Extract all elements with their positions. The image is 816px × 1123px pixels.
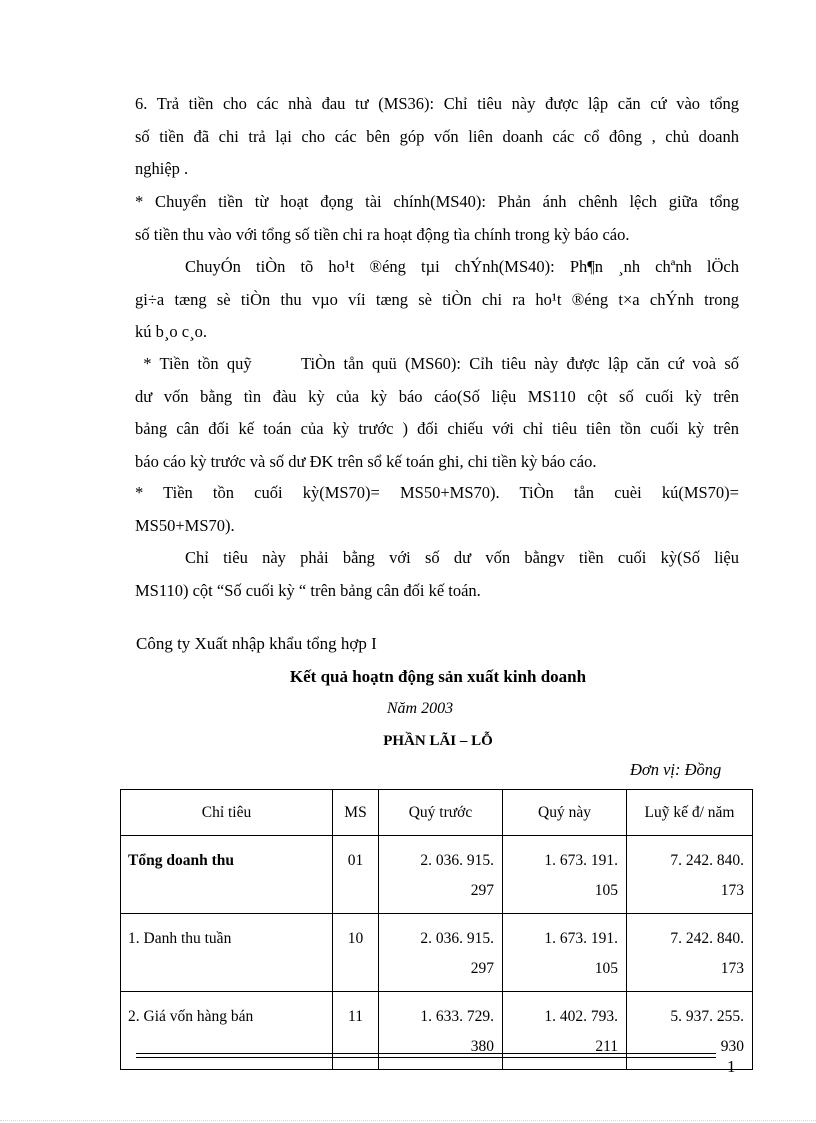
text-line: kú b¸o c¸o. — [135, 322, 207, 341]
text-line: số tiền đã chi trả lại cho các bên góp vốn liên doanh các cổ đông , chủ doanh — [135, 126, 739, 146]
row-ms-code: 10 — [333, 914, 379, 992]
section-heading: PHẦN LÃI – LỖ — [383, 733, 493, 749]
text-line: ChuyÓn tiÒn tõ ho¹t ®éng tµi chÝnh(MS40): Ph¶n ¸nh chªnh lÖch — [185, 257, 739, 276]
profit-loss-table — [120, 789, 753, 1070]
column-header-indicator: Chỉ tiêu — [121, 790, 333, 836]
this-quarter-value: 1. 673. 191. 105 — [503, 914, 627, 992]
row-ms-code: 01 — [333, 836, 379, 914]
text-line: số tiền thu vào với tổng số tiền chi ra hoạt động tìa chính trong kỳ báo cáo. — [135, 224, 630, 244]
paragraph-investor-payment — [135, 88, 739, 186]
row-label: 1. Danh thu tuần — [121, 914, 333, 992]
text-line: 6. Trả tiền cho các nhà đau tư (MS36): Chỉ tiêu này được lập căn cứ vào tổng — [135, 94, 739, 113]
previous-quarter-value: 2. 036. 915. 297 — [379, 836, 503, 914]
text-line: gi÷a tæng sè tiÒn thu vµo víi tæng sè tiÒn chi ra ho¹t ®éng t×a chÝnh trong — [135, 289, 739, 309]
previous-quarter-value: 2. 036. 915. 297 — [379, 914, 503, 992]
paragraph-cash-on-hand — [135, 348, 739, 478]
row-label: Tổng doanh thu — [121, 836, 333, 914]
company-name: Công ty Xuất nhập khẩu tổng hợp I — [136, 634, 377, 653]
paragraph-ending-cash — [135, 477, 739, 542]
year-to-date-value: 7. 242. 840. 173 — [627, 914, 753, 992]
row-label: 2. Giá vốn hàng bán — [121, 992, 333, 1070]
column-header-previous-quarter: Quý trước — [379, 790, 503, 836]
text-line: nghiệp . — [135, 159, 189, 178]
year-to-date-value: 7. 242. 840. 173 — [627, 836, 753, 914]
year-to-date-value: 5. 937. 255. 930 — [627, 992, 753, 1070]
text-line: Chỉ tiêu này phải bằng với số dư vốn bằngv tiền cuối kỳ(Số liệu — [185, 548, 739, 567]
this-quarter-value: 1. 402. 793. 211 — [503, 992, 627, 1070]
text-line: * Tiền tồn quỹ TiÒn tån quü (MS60): Cỉh tiêu này được lập căn cứ voà số — [135, 354, 740, 373]
column-header-this-quarter: Quý này — [503, 790, 627, 836]
previous-quarter-value: 1. 633. 729. 380 — [379, 992, 503, 1070]
paragraph-financial-transfer — [135, 186, 739, 251]
report-year: Năm 2003 — [386, 700, 454, 717]
row-ms-code: 11 — [333, 992, 379, 1070]
paragraph-legacy-encoding — [135, 251, 739, 349]
currency-unit: Đơn vị: Đồng — [630, 760, 722, 779]
text-line: * Tiền tồn cuối kỳ(MS70)= MS50+MS70). TiÒn tån cuèi kú(MS70)= — [135, 483, 739, 502]
text-line: MS110) cột “Số cuối kỳ “ trên bảng cân đối kế toán. — [135, 580, 481, 600]
text-line: dư vốn bằng tìn đàu kỳ của kỳ báo cáo(Số liệu MS110 cột số cuối kỳ trên — [135, 386, 739, 406]
this-quarter-value: 1. 673. 191. 105 — [503, 836, 627, 914]
report-title: Kết quả hoạtn động sản xuất kinh doanh — [289, 667, 587, 686]
page-number: 1 — [727, 1057, 736, 1076]
paragraph-reconciliation — [135, 542, 739, 607]
text-line: báo cáo kỳ trước và số dư ĐK trên sổ kế toán ghi, chi tiền kỳ báo cáo. — [135, 451, 597, 471]
table-row — [121, 914, 753, 992]
text-line: * Chuyển tiền từ hoạt đọng tài chính(MS40): Phản ánh chênh lệch giữa tổng — [135, 192, 739, 211]
table-header-row — [121, 790, 753, 836]
text-line: bảng cân đối kế toán của kỳ trước ) đối chiếu với chỉ tiêu tiên tồn cuối kỳ trên — [135, 419, 739, 438]
text-line: MS50+MS70). — [135, 515, 235, 535]
footer-divider — [136, 1053, 716, 1058]
page-edge-divider — [0, 1120, 816, 1121]
table-row — [121, 836, 753, 914]
column-header-ms: MS — [333, 790, 379, 836]
column-header-year-to-date: Luỹ kế đ/ năm — [627, 790, 753, 836]
